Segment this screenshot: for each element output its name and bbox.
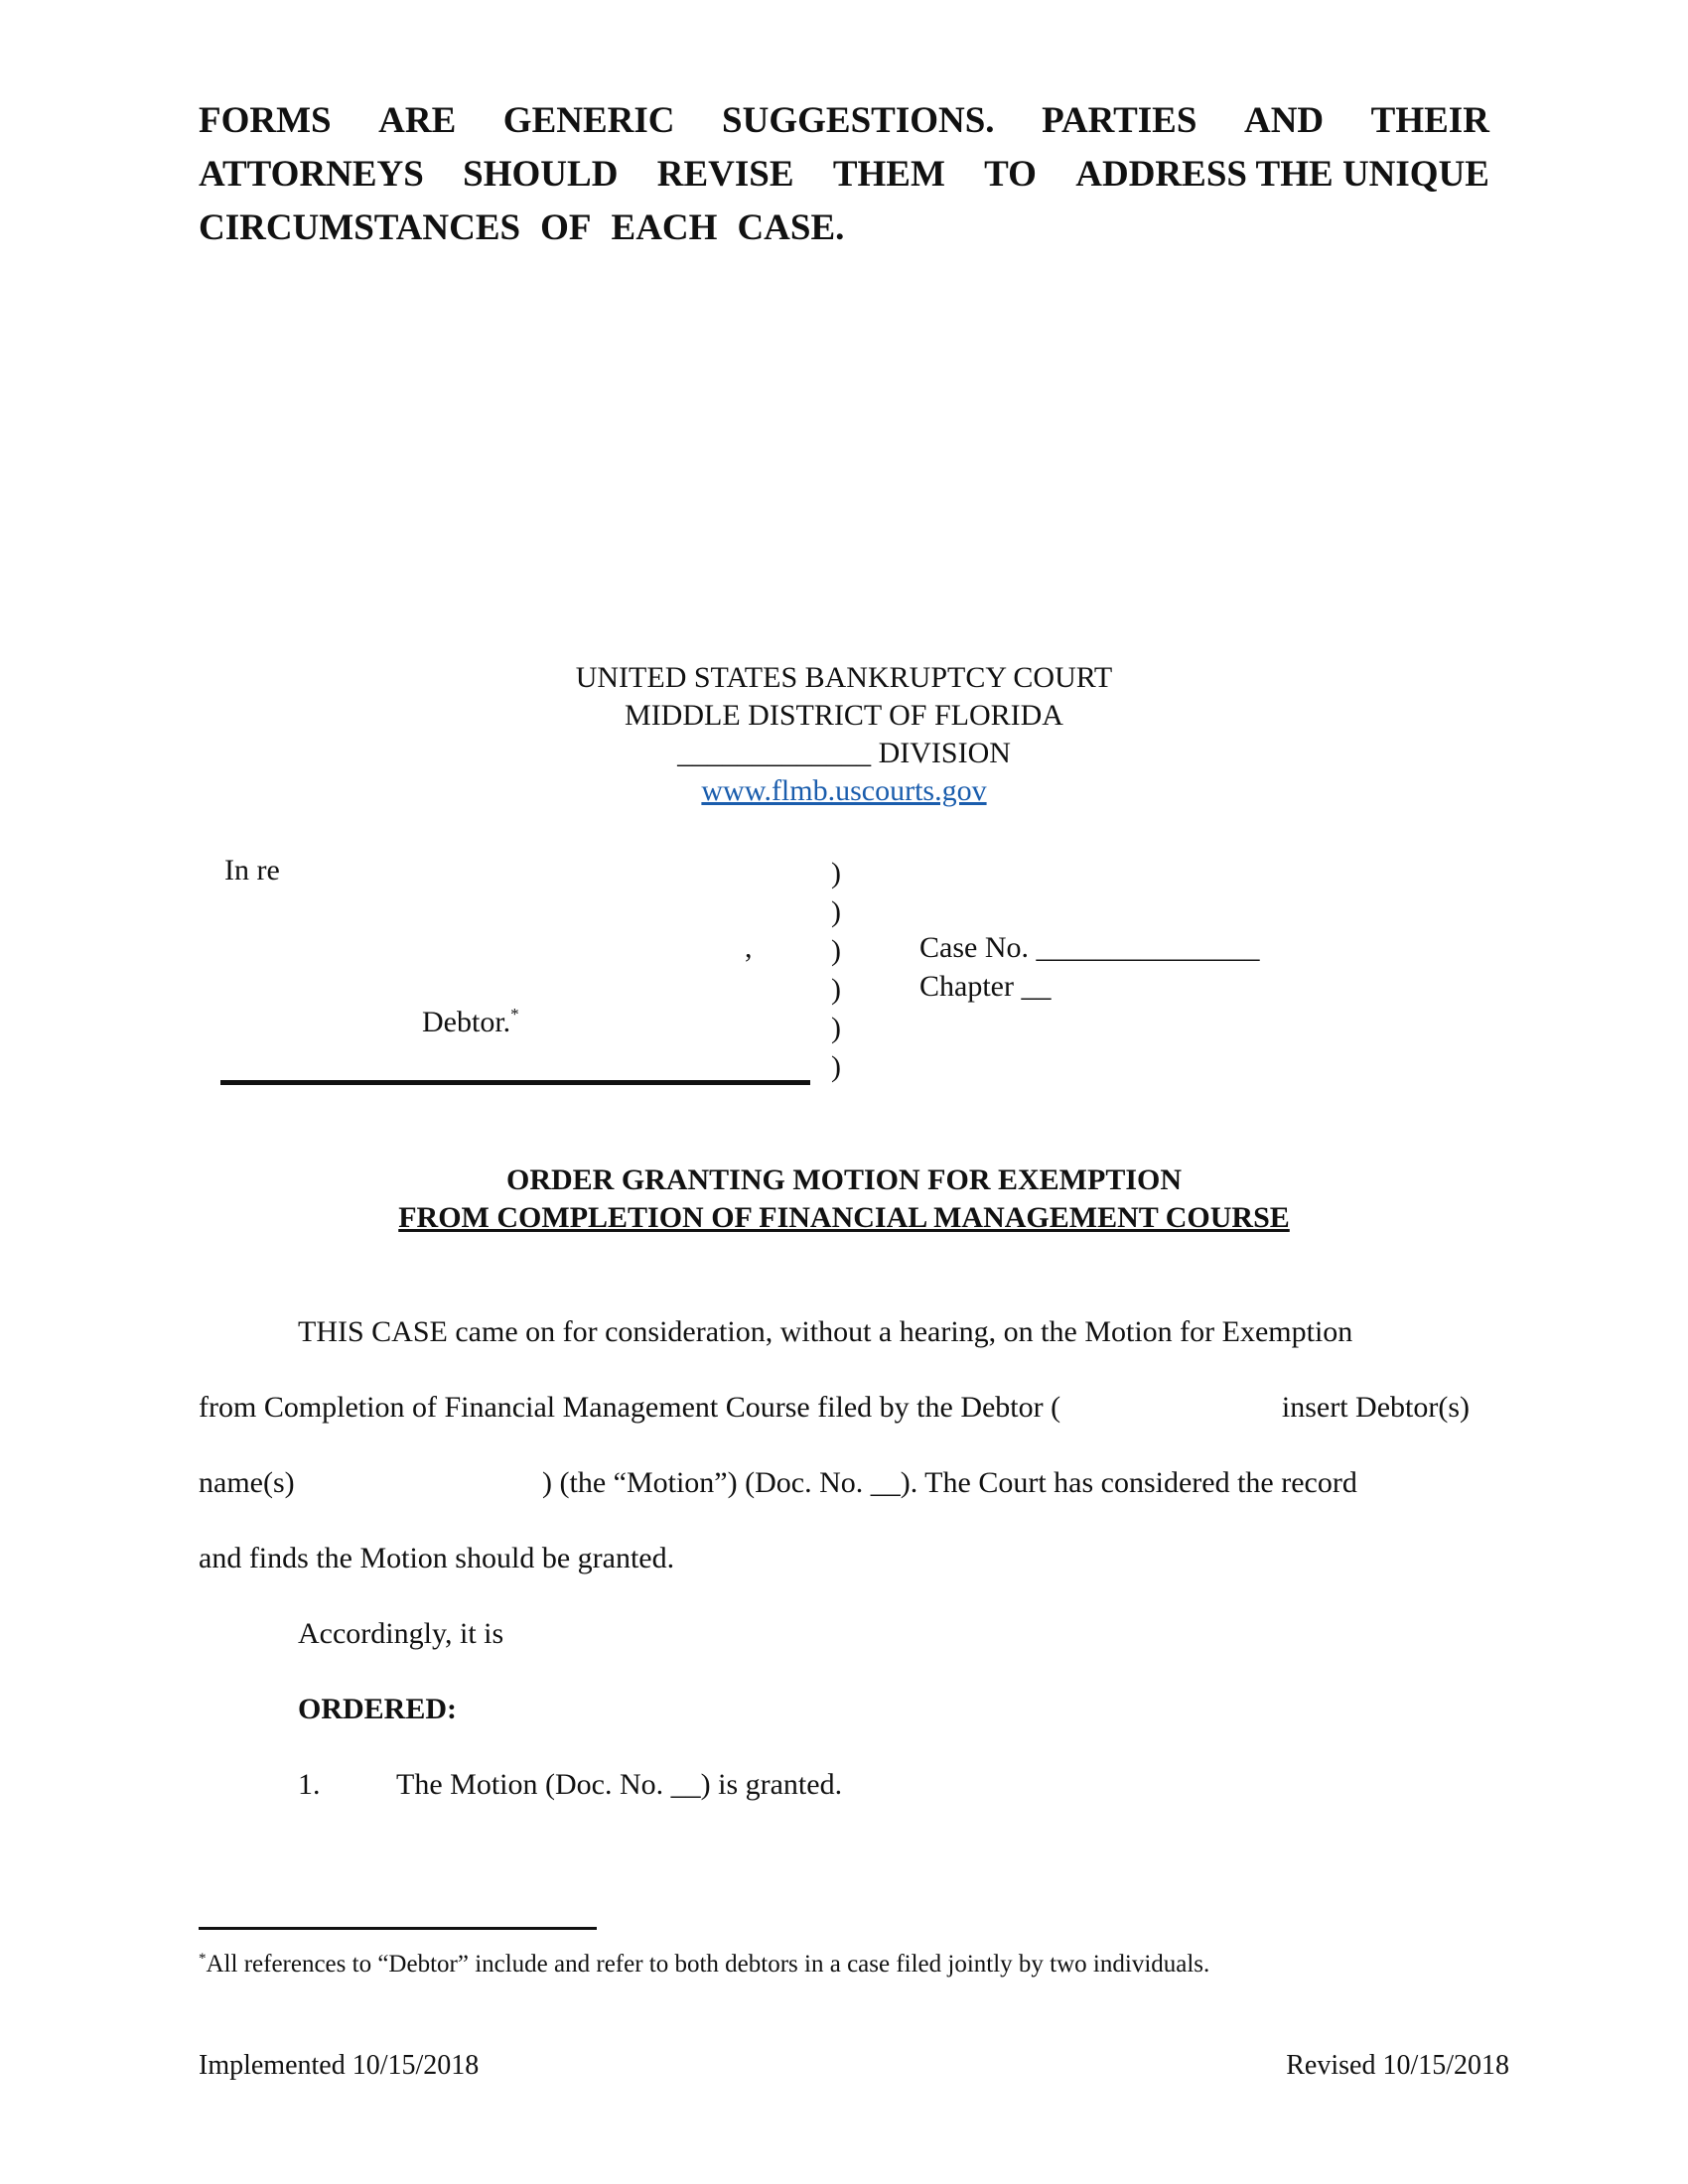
caption-comma: , — [745, 931, 753, 964]
order-title-line-1: ORDER GRANTING MOTION FOR EXEMPTION — [505, 1163, 1183, 1196]
notice-word: SHOULD — [463, 154, 619, 195]
notice-word: ATTORNEYS — [199, 154, 424, 195]
notice-line-2 — [199, 148, 1489, 202]
caption-paren: ) — [831, 934, 841, 967]
notice-line-3 — [199, 202, 1489, 255]
caption-paren: ) — [831, 973, 841, 1006]
body-line-2-right: insert Debtor(s) — [1281, 1391, 1470, 1424]
caption-parentheses — [831, 854, 841, 1086]
court-district: MIDDLE DISTRICT OF FLORIDA — [625, 699, 1063, 732]
notice-word: ADDRESS THE UNIQUE — [1075, 154, 1489, 195]
notice-word: SUGGESTIONS. — [722, 100, 995, 141]
notice-word: CASE. — [737, 207, 845, 248]
notice-word: TO — [984, 154, 1037, 195]
notice-word: AND — [1243, 100, 1325, 141]
caption-paren: ) — [831, 895, 841, 928]
court-website-row — [0, 774, 1688, 808]
body-paragraph-line-1: THIS CASE came on for consideration, without a hearing, on the Motion for Exemption — [298, 1315, 1353, 1348]
ordered-item-number: 1. — [298, 1768, 321, 1801]
caption-debtor — [422, 1005, 519, 1039]
footnote-reference-mark[interactable]: * — [510, 1005, 519, 1024]
implemented-date: Implemented 10/15/2018 — [199, 2050, 480, 2081]
accordingly-line: Accordingly, it is — [298, 1617, 504, 1650]
footnote-text: All references to “Debtor” include and refer to both debtors in a case filed jointly by two individuals. — [206, 1951, 1210, 1978]
court-name: UNITED STATES BANKRUPTCY COURT — [575, 661, 1113, 694]
notice-word: OF — [540, 207, 592, 248]
ordered-heading: ORDERED: — [298, 1693, 458, 1725]
chapter-field: Chapter __ — [919, 970, 1052, 1003]
court-division: _____________ DIVISION — [677, 737, 1011, 769]
ordered-item-text: The Motion (Doc. No. __) is granted. — [396, 1768, 843, 1801]
footnote — [199, 1951, 1209, 1979]
notice-word: THEM — [832, 154, 945, 195]
court-website-link[interactable]: www.flmb.uscourts.gov — [701, 774, 987, 807]
caption-underline — [220, 1080, 810, 1085]
caption-paren: ) — [831, 1012, 841, 1044]
notice-word: EACH — [611, 207, 718, 248]
body-paragraph-line-4: and finds the Motion should be granted. — [199, 1542, 675, 1574]
footnote-separator — [199, 1927, 597, 1930]
order-title-line-2 — [0, 1201, 1688, 1235]
revised-date: Revised 10/15/2018 — [1286, 2050, 1509, 2081]
caption-in-re: In re — [224, 854, 280, 887]
notice-word: ARE — [378, 100, 457, 141]
notice-word: CIRCUMSTANCES — [199, 207, 521, 248]
body-line-2-left: from Completion of Financial Management Course filed by the Debtor ( — [199, 1391, 1061, 1424]
notice-word: PARTIES — [1042, 100, 1197, 141]
case-number-field: Case No. _______________ — [919, 931, 1260, 964]
order-title-line-2-text: FROM COMPLETION OF FINANCIAL MANAGEMENT COURSE — [398, 1201, 1290, 1234]
notice-word: GENERIC — [502, 100, 675, 141]
caption-paren: ) — [831, 1050, 841, 1083]
caption-paren: ) — [831, 857, 841, 889]
notice-word: REVISE — [656, 154, 794, 195]
notice-word: FORMS — [199, 100, 332, 141]
body-line-3-left: name(s) — [199, 1466, 295, 1499]
generic-forms-notice — [199, 94, 1489, 255]
body-line-3-right: ) (the “Motion”) (Doc. No. __). The Court has considered the record — [542, 1466, 1357, 1499]
notice-line-1 — [199, 94, 1489, 148]
caption-debtor-label: Debtor. — [422, 1006, 511, 1038]
notice-word: THEIR — [1370, 100, 1489, 141]
body-paragraph-line-2 — [199, 1391, 1470, 1425]
footnote-mark: * — [199, 1951, 207, 1967]
